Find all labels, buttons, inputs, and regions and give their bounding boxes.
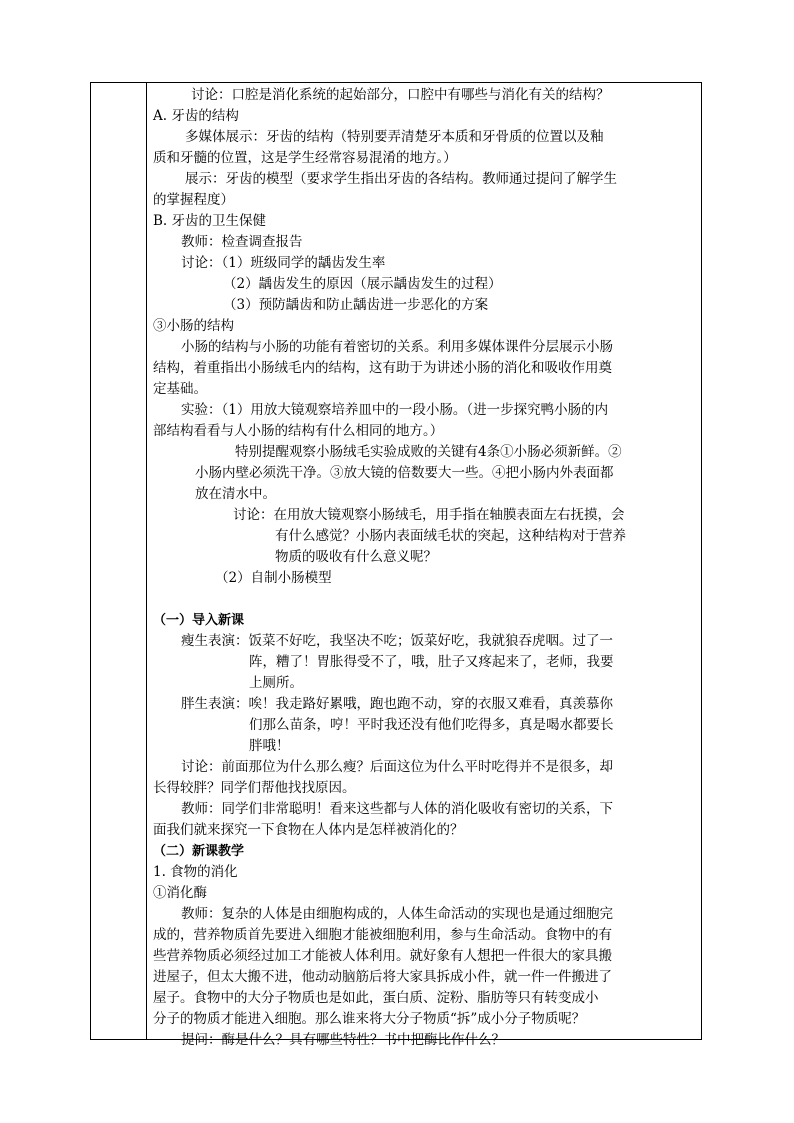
text-line: ③小肠的结构	[153, 318, 234, 334]
text-line: 有什么感觉？小肠内表面绒毛状的突起，这种结构对于营养	[275, 528, 626, 544]
text-line: 讨论：口腔是消化系统的起始部分，口腔中有哪些与消化有关的结构？	[191, 87, 610, 103]
text-line: 展示：牙齿的模型（要求学生指出牙齿的各结构。教师通过提问了解学生	[185, 171, 617, 187]
text-line: 讨论：（1）班级同学的龋齿发生率	[181, 255, 386, 271]
text-line: 质和牙髓的位置，这是学生经常容易混淆的地方。）	[153, 150, 457, 166]
text-line: 小肠内壁必须洗干净。③放大镜的倍数要大一些。④把小肠内外表面都	[195, 465, 614, 481]
text-line	[153, 589, 695, 610]
text-line: 成的，营养物质首先要进入细胞才能被细胞利用，参与生命活动。食物中的有	[153, 927, 612, 943]
text-line: 特别提醒观察小肠绒毛实验成败的关键有4条①小肠必须新鲜。②	[235, 444, 622, 460]
text-line: 阵，糟了！胃胀得受不了，哦，肚子又疼起来了，老师，我要	[249, 654, 614, 670]
text-line: 1. 食物的消化	[153, 864, 238, 880]
text-line: 分子的物质才能进入细胞。那么谁来将大分子物质“拆”成小分子物质呢？	[153, 1011, 586, 1027]
text-line: 胖哦！	[249, 738, 290, 754]
text-line: 放在清水中。	[195, 486, 276, 502]
lesson-content	[153, 85, 695, 1051]
text-line: 结构，着重指出小肠绒毛内的结构，这有助于为讲述小肠的消化和吸收作用奠	[153, 360, 612, 376]
text-line: 教师：同学们非常聪明！看来这些都与人体的消化吸收有密切的关系，下	[181, 801, 613, 817]
text-line: 长得较胖？同学们帮他找找原因。	[153, 780, 356, 796]
text-line: 的掌握程度）	[153, 192, 234, 208]
text-line: （3）预防龋齿和防止龋齿进一步恶化的方案	[223, 297, 489, 313]
text-line: 教师：检查调查报告	[181, 234, 303, 250]
text-line: 面我们就来探究一下食物在人体内是怎样被消化的？	[153, 822, 464, 838]
text-line: 小肠的结构与小肠的功能有着密切的关系。利用多媒体课件分层展示小肠	[181, 339, 613, 355]
text-line: 多媒体展示：牙齿的结构（特别要弄清楚牙本质和牙骨质的位置以及釉	[185, 129, 604, 145]
text-line: A. 牙齿的结构	[153, 108, 239, 124]
text-line: 实验：（1）用放大镜观察培养皿中的一段小肠。（进一步探究鸭小肠的内	[181, 402, 609, 418]
text-line: 提问：酶是什么？具有哪些特性？书中把酶比作什么？	[181, 1032, 505, 1048]
text-line: 们那么苗条，哼！平时我还没有他们吃得多，真是喝水都要长	[249, 717, 614, 733]
text-line: 进屋子，但太大搬不进，他动动脑筋后将大家具拆成小件，就一件一件搬进了	[153, 969, 612, 985]
text-line: 物质的吸收有什么意义呢？	[275, 549, 437, 565]
lesson-table	[90, 82, 702, 1048]
text-line: （二）新课教学	[153, 844, 245, 859]
text-line: （一）导入新课	[153, 613, 245, 628]
text-line: 讨论：在用放大镜观察小肠绒毛，用手指在轴膜表面左右抚摸，会	[233, 507, 625, 523]
text-line: 上厕所。	[249, 675, 303, 691]
text-line: 讨论：前面那位为什么那么瘦？后面这位为什么平时吃得并不是很多，却	[181, 759, 613, 775]
text-line: 定基础。	[153, 381, 207, 397]
text-line: 部结构看看与人小肠的结构有什么相同的地方。）	[153, 423, 444, 439]
text-line: （2）自制小肠模型	[215, 570, 332, 586]
text-line: 些营养物质必须经过加工才能被人体利用。就好象有人想把一件很大的家具搬	[153, 948, 612, 964]
text-line: B. 牙齿的卫生保健	[153, 213, 267, 229]
text-line: 屋子。食物中的大分子物质也是如此，蛋白质、淀粉、脂肪等只有转变成小	[153, 990, 599, 1006]
column-divider	[146, 83, 147, 1039]
text-line: ①消化酶	[153, 885, 207, 901]
text-line: 胖生表演：唉！我走路好累哦，跑也跑不动，穿的衣服又难看，真羡慕你	[181, 696, 613, 712]
text-line: 教师：复杂的人体是由细胞构成的，人体生命活动的实现也是通过细胞完	[181, 906, 613, 922]
text-line: （2）龋齿发生的原因（展示龋齿发生的过程）	[223, 276, 502, 292]
text-line: 瘦生表演：饭菜不好吃，我坚决不吃；饭菜好吃，我就狼吞虎咽。过了一	[181, 633, 613, 649]
